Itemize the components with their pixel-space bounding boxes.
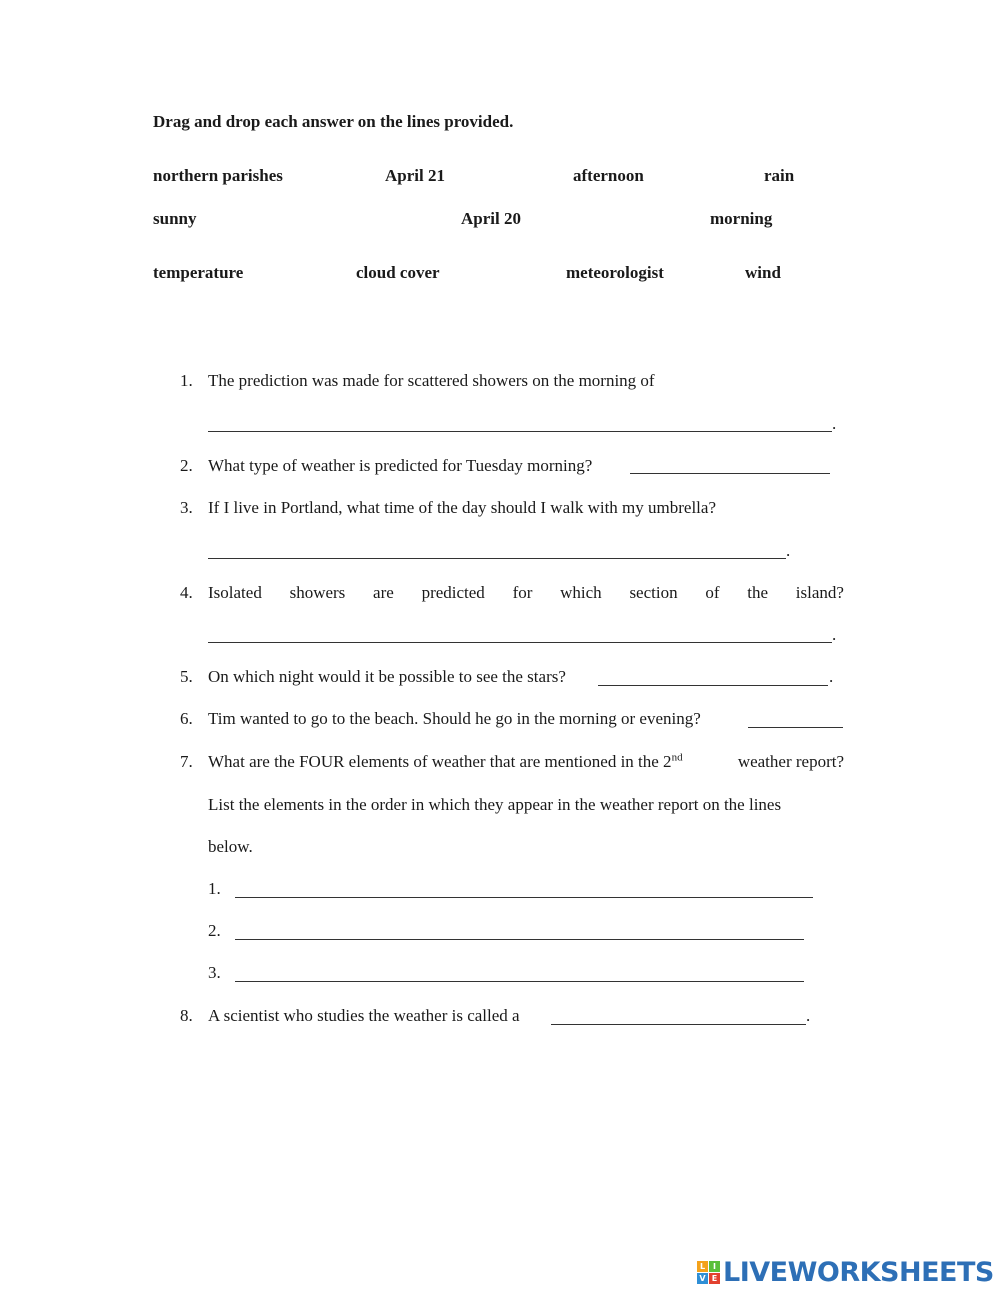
word-bank-item[interactable]: rain bbox=[764, 166, 795, 185]
sub-item-number: 2. bbox=[208, 921, 221, 940]
question-number: 7. bbox=[180, 752, 193, 771]
question-text: If I live in Portland, what time of the day should I walk with my umbrella? bbox=[208, 498, 716, 517]
question-word: predicted bbox=[421, 583, 485, 602]
question-text: A scientist who studies the weather is called a bbox=[208, 1006, 520, 1025]
question-text: The prediction was made for scattered showers on the morning of bbox=[208, 371, 655, 390]
answer-line[interactable] bbox=[208, 431, 832, 432]
ordinal-suffix: nd bbox=[671, 751, 683, 764]
word-bank-item[interactable]: afternoon bbox=[573, 166, 644, 185]
answer-line[interactable] bbox=[235, 939, 804, 940]
word-bank-item[interactable]: April 20 bbox=[461, 209, 521, 228]
answer-line[interactable] bbox=[208, 558, 786, 559]
logo-icon bbox=[697, 1261, 720, 1284]
question-text-line-3: below. bbox=[208, 837, 253, 856]
period: . bbox=[806, 1006, 811, 1025]
question-text bbox=[208, 752, 844, 772]
question-text bbox=[208, 583, 844, 603]
sub-item-number: 1. bbox=[208, 879, 221, 898]
question-number: 5. bbox=[180, 667, 193, 686]
question-number: 1. bbox=[180, 371, 193, 390]
question-word: of bbox=[705, 583, 720, 602]
word-bank-item[interactable]: cloud cover bbox=[356, 263, 440, 282]
word-bank-item[interactable]: northern parishes bbox=[153, 166, 283, 185]
question-text-part: weather report? bbox=[737, 752, 844, 771]
answer-line[interactable] bbox=[551, 1024, 806, 1025]
logo-block: V bbox=[697, 1273, 708, 1284]
question-word: island? bbox=[795, 583, 844, 602]
question-number: 6. bbox=[180, 709, 193, 728]
question-number: 3. bbox=[180, 498, 193, 517]
question-number: 4. bbox=[180, 583, 193, 602]
instructions: Drag and drop each answer on the lines provided. bbox=[153, 112, 514, 131]
word-bank-item[interactable]: wind bbox=[745, 263, 781, 282]
question-word: for bbox=[512, 583, 533, 602]
question-number: 2. bbox=[180, 456, 193, 475]
answer-line[interactable] bbox=[208, 642, 832, 643]
question-word: the bbox=[747, 583, 769, 602]
question-text: What type of weather is predicted for Tuesday morning? bbox=[208, 456, 593, 475]
sub-item-number: 3. bbox=[208, 963, 221, 982]
word-bank-item[interactable]: April 21 bbox=[385, 166, 445, 185]
logo-block: I bbox=[709, 1261, 720, 1272]
question-text: On which night would it be possible to see the stars? bbox=[208, 667, 566, 686]
period: . bbox=[829, 667, 834, 686]
word-bank-item[interactable]: temperature bbox=[153, 263, 244, 282]
answer-line[interactable] bbox=[598, 685, 828, 686]
answer-line[interactable] bbox=[748, 727, 843, 728]
question-text-part: What are the FOUR elements of weather that are mentioned in the 2 bbox=[208, 752, 672, 771]
word-bank-item[interactable]: sunny bbox=[153, 209, 197, 228]
liveworksheets-logo bbox=[697, 1254, 994, 1290]
question-word: are bbox=[373, 583, 394, 602]
logo-block: L bbox=[697, 1261, 708, 1272]
answer-line[interactable] bbox=[630, 473, 830, 474]
question-text: Tim wanted to go to the beach. Should he go in the morning or evening? bbox=[208, 709, 701, 728]
question-text-line-2: List the elements in the order in which they appear in the weather report on the lines bbox=[208, 795, 782, 814]
answer-line[interactable] bbox=[235, 897, 813, 898]
answer-line[interactable] bbox=[235, 981, 804, 982]
word-bank-item[interactable]: meteorologist bbox=[566, 263, 664, 282]
period: . bbox=[786, 541, 791, 560]
period: . bbox=[832, 414, 837, 433]
logo-text: LIVEWORKSHEETS bbox=[723, 1256, 994, 1288]
word-bank-item[interactable]: morning bbox=[710, 209, 773, 228]
question-word: which bbox=[560, 583, 602, 602]
question-number: 8. bbox=[180, 1006, 193, 1025]
question-word: section bbox=[629, 583, 678, 602]
question-word: Isolated bbox=[208, 583, 262, 602]
period: . bbox=[832, 625, 837, 644]
logo-block: E bbox=[709, 1273, 720, 1284]
question-word: showers bbox=[289, 583, 346, 602]
